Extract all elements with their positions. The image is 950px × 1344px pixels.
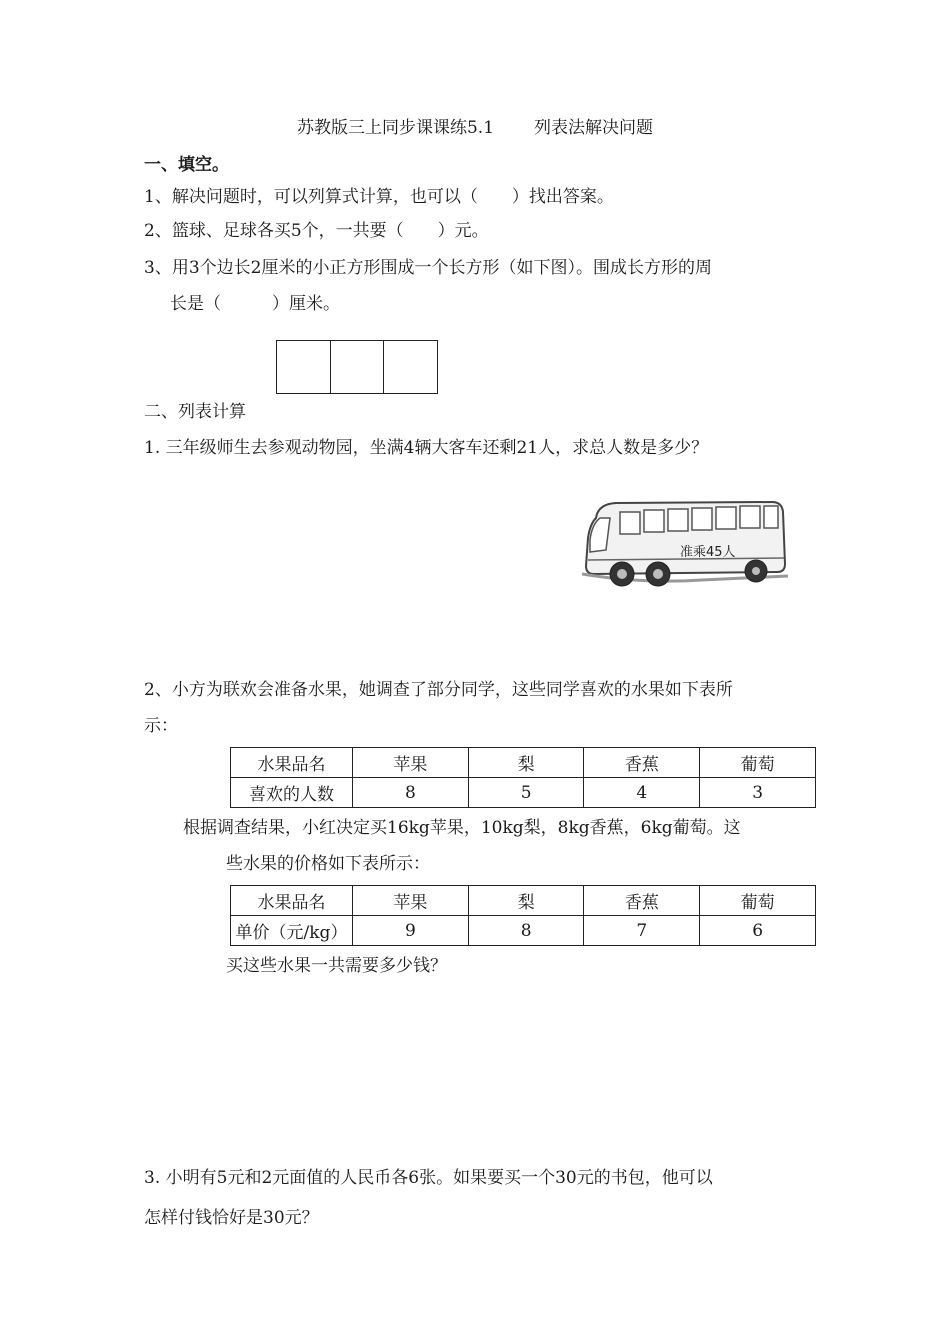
table-cell: 6: [700, 916, 816, 946]
s1-question-3-line1: 3、用3个边长2厘米的小正方形围成一个长方形（如下图）。围成长方形的周: [144, 258, 712, 278]
title-right: 列表法解决问题: [534, 118, 654, 138]
bus-capacity-label: 准乘45人: [680, 545, 736, 560]
s2-question-2-line2: 示：: [144, 716, 178, 736]
favorite-fruit-table: [230, 747, 816, 808]
s1-question-2: 2、篮球、足球各买5个，一共要（ ）元。: [144, 221, 489, 241]
table-row: [231, 778, 816, 808]
table-cell: 9: [353, 916, 469, 946]
bus-illustration: [582, 498, 788, 590]
s2-question-3-line2: 怎样付钱恰好是30元？: [144, 1208, 319, 1228]
table-cell: 香蕉: [584, 748, 700, 778]
section1-heading: 一、填空。: [144, 155, 229, 175]
section2-heading: 二、列表计算: [144, 402, 246, 422]
table-cell: 葡萄: [700, 886, 816, 916]
table-cell: 水果品名: [231, 886, 353, 916]
table-row: [231, 916, 816, 946]
table-cell: 8: [468, 916, 584, 946]
square-2: [331, 341, 385, 393]
s2-question-2-mid2: 些水果的价格如下表所示：: [226, 854, 430, 874]
table-cell: 葡萄: [700, 748, 816, 778]
square-3: [384, 341, 437, 393]
table-cell: 水果品名: [231, 748, 353, 778]
fruit-price-table: [230, 885, 816, 946]
table-cell: 3: [700, 778, 816, 808]
table-cell: 7: [584, 916, 700, 946]
square-1: [277, 341, 331, 393]
three-squares-diagram: [276, 340, 438, 394]
table-cell: 梨: [468, 886, 584, 916]
s2-question-2-mid1: 根据调查结果，小红决定买16kg苹果，10kg梨，8kg香蕉，6kg葡萄。这: [183, 818, 741, 838]
table-cell: 梨: [468, 748, 584, 778]
table-row: [231, 748, 816, 778]
s1-question-1: 1、解决问题时，可以列算式计算，也可以（ ）找出答案。: [144, 187, 614, 207]
page-title: [0, 120, 950, 137]
title-left: 苏教版三上同步课课练5.1: [296, 118, 495, 138]
s2-question-3-line1: 3. 小明有5元和2元面值的人民币各6张。如果要买一个30元的书包，他可以: [144, 1168, 713, 1188]
table-cell: 苹果: [353, 886, 469, 916]
table-cell: 5: [468, 778, 584, 808]
table-cell: 喜欢的人数: [231, 778, 353, 808]
table-cell: 苹果: [353, 748, 469, 778]
s1-question-3-line2: 长是（ ）厘米。: [170, 294, 340, 314]
table-cell: 香蕉: [584, 886, 700, 916]
table-cell: 单价（元/kg）: [231, 916, 353, 946]
s2-question-2-end: 买这些水果一共需要多少钱？: [226, 956, 447, 976]
table-cell: 4: [584, 778, 700, 808]
s2-question-2-line1: 2、小方为联欢会准备水果，她调查了部分同学，这些同学喜欢的水果如下表所: [144, 680, 733, 700]
table-row: [231, 886, 816, 916]
table-cell: 8: [353, 778, 469, 808]
s2-question-1: 1. 三年级师生去参观动物园，坐满4辆大客车还剩21人，求总人数是多少？: [144, 438, 709, 458]
